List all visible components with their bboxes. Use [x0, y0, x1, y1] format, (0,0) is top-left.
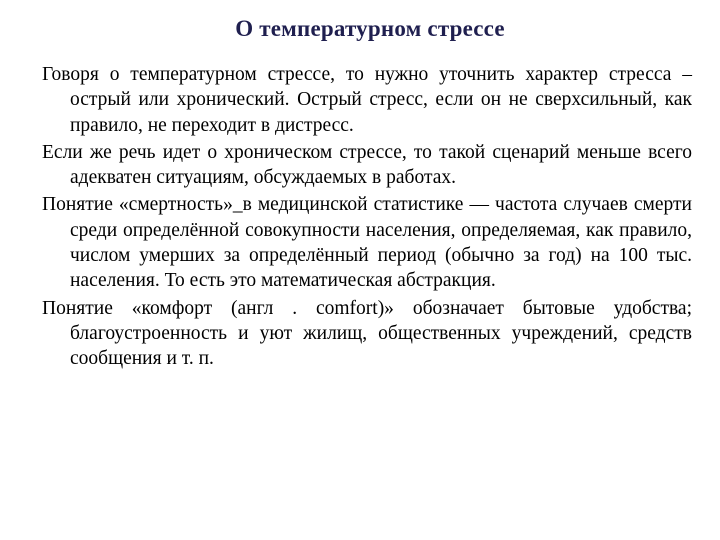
paragraph-acute-chronic: Говоря о температурном стрессе, то нужно уточнить характер стресса – острый или хронический. Острый стресс, если он не сверхсильный, как правило, не переходит в дистресс.: [42, 64, 692, 136]
paragraph-chronic-scenario: Если же речь идет о хроническом стрессе, то такой сценарий меньше всего адекватен ситуациям, обсуждаемых в работах.: [42, 141, 692, 189]
paragraph-mortality-definition: Понятие «смертность»_в медицинской статистике — частота случаев смерти среди определённой совокупности населения, определяемая, как правило, числом умерших за определённый период (обычно за год) на 100 тыс. населения. То есть это математическая абстракция.: [42, 194, 692, 292]
slide-title: О температурном стрессе: [235, 16, 505, 41]
slide-body: [42, 62, 692, 374]
paragraph-comfort-definition: Понятие «комфорт (англ . comfort)» обозначает бытовые удобства; благоустроенность и уют жилищ, общественных учреждений, средств сообщения и т. п.: [42, 297, 692, 370]
